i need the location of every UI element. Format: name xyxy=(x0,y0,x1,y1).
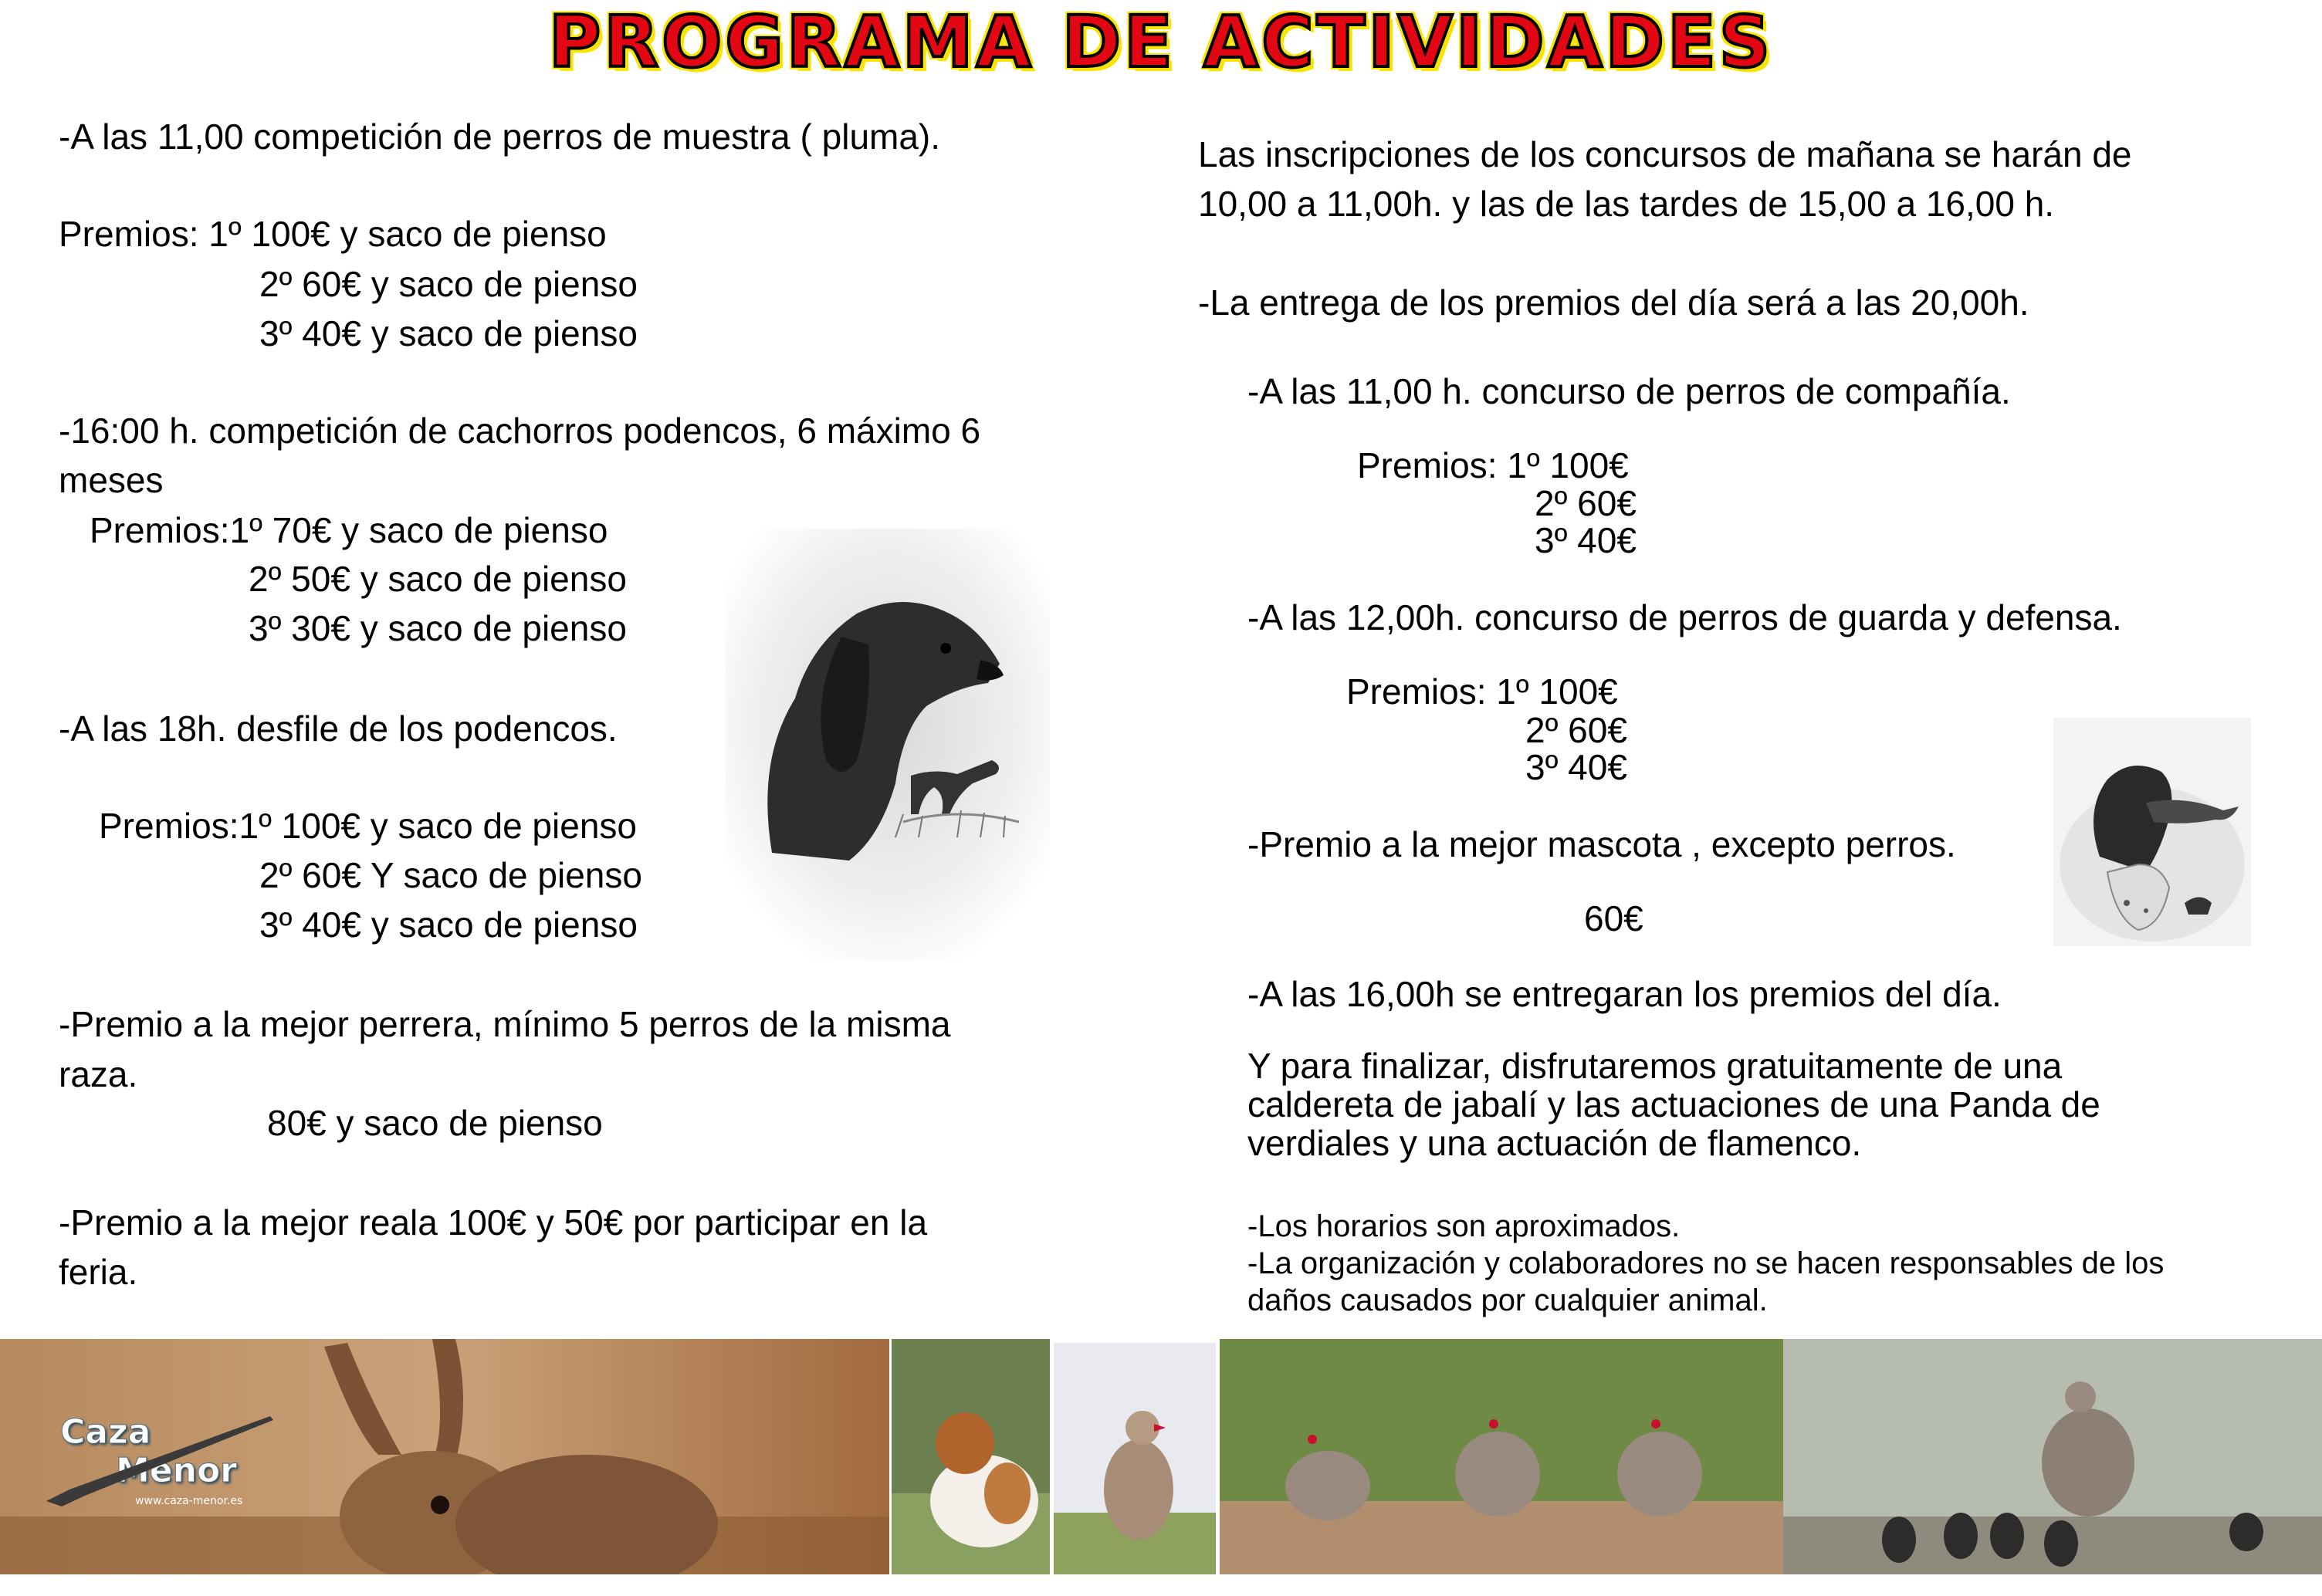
pointer-dog-illustration xyxy=(726,529,1050,961)
left-line: Premios: 1º 100€ y saco de pienso xyxy=(59,214,607,254)
right-line: -La entrega de los premios del día será a las 20,00h. xyxy=(1198,282,2029,323)
partridges-group-photo xyxy=(1220,1339,1783,1574)
right-line: Premios: 1º 100€ xyxy=(1346,671,1618,712)
right-line: Las inscripciones de los concursos de mañana se harán de xyxy=(1198,134,2132,174)
left-line: -16:00 h. competición de cachorros podencos, 6 máximo 6 xyxy=(59,411,981,451)
shotgun-icon xyxy=(39,1405,278,1513)
right-line: Y para finalizar, disfrutaremos gratuitamente de una xyxy=(1247,1046,2063,1086)
logo-url: www.caza-menor.es xyxy=(135,1495,243,1507)
left-line: 2º 60€ y saco de pienso xyxy=(259,264,638,304)
left-line: Premios:1º 100€ y saco de pienso xyxy=(99,806,637,846)
right-line: -Premio a la mejor mascota , excepto perros. xyxy=(1247,824,1956,864)
left-line: 3º 40€ y saco de pienso xyxy=(259,313,638,353)
left-line: 3º 40€ y saco de pienso xyxy=(259,905,638,945)
left-line: -Premio a la mejor reala 100€ y 50€ por participar en la xyxy=(59,1202,928,1243)
right-note: daños causados por cualquier animal. xyxy=(1247,1283,1768,1317)
logo-caza: Caza xyxy=(60,1412,151,1452)
left-line: meses xyxy=(59,460,164,500)
right-line: -A las 11,00 h. concurso de perros de compañía. xyxy=(1247,371,2011,411)
left-line: Premios:1º 70€ y saco de pienso xyxy=(90,510,608,550)
right-line: -A las 12,00h. concurso de perros de guarda y defensa. xyxy=(1247,597,2122,637)
left-line: 2º 50€ y saco de pienso xyxy=(249,559,627,599)
right-line: Premios: 1º 100€ xyxy=(1357,445,1629,485)
left-line: 3º 30€ y saco de pienso xyxy=(249,608,627,648)
right-line: 60€ xyxy=(1584,898,1643,938)
left-line: 80€ y saco de pienso xyxy=(267,1103,603,1143)
right-line: -A las 16,00h se entregaran los premios del día. xyxy=(1247,974,2002,1014)
left-line: feria. xyxy=(59,1252,138,1292)
partridge-photo xyxy=(1054,1343,1216,1574)
right-line: 3º 40€ xyxy=(1535,520,1637,560)
right-line: caldereta de jabalí y las actuaciones de una Panda de xyxy=(1247,1084,2100,1124)
right-note: -La organización y colaboradores no se hacen responsables de los xyxy=(1247,1246,2165,1280)
right-line: 3º 40€ xyxy=(1525,747,1627,787)
right-note: -Los horarios son aproximados. xyxy=(1247,1209,1681,1243)
left-line: 2º 60€ Y saco de pienso xyxy=(259,855,642,895)
right-line: 2º 60€ xyxy=(1535,483,1637,523)
logo-menor: Menor xyxy=(116,1451,237,1490)
partridge-with-chicks-photo xyxy=(1783,1339,2322,1574)
right-line: verdiales y una actuación de flamenco. xyxy=(1247,1123,1862,1163)
page-title: PROGRAMA DE ACTIVIDADES xyxy=(548,1,1774,83)
left-line: -A las 11,00 competición de perros de muestra ( pluma). xyxy=(59,117,941,157)
right-line: 10,00 a 11,00h. y las de las tardes de 15,00 a 16,00 h. xyxy=(1198,184,2055,224)
spaniel-photo xyxy=(892,1339,1050,1574)
left-line: -A las 18h. desfile de los podencos. xyxy=(59,708,618,749)
right-line: 2º 60€ xyxy=(1525,710,1627,750)
left-line: -Premio a la mejor perrera, mínimo 5 perros de la misma xyxy=(59,1004,951,1044)
spaniel-retrieving-illustration xyxy=(2053,718,2251,946)
left-line: raza. xyxy=(59,1054,138,1094)
